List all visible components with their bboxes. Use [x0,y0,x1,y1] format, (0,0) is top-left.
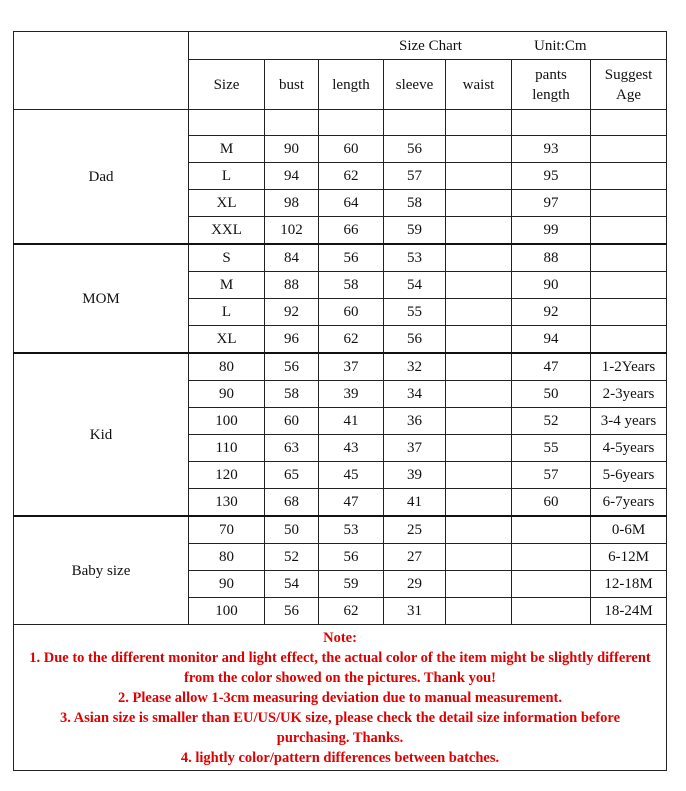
cell-sleeve: 39 [384,462,446,489]
cell-sleeve: 25 [384,516,446,544]
cell-waist [446,544,512,571]
cell-size: 90 [189,381,265,408]
cell-pants [512,544,591,571]
column-header: length [319,60,384,110]
cell-waist [446,244,512,272]
cell-age [591,326,667,354]
cell-bust: 94 [265,163,319,190]
cell-waist [446,353,512,381]
note-line: 2. Please allow 1-3cm measuring deviation due to manual measurement. [118,689,562,706]
unit-label: Unit:Cm [534,38,587,54]
cell-size: 100 [189,408,265,435]
note-line: 1. Due to the different monitor and light effect, the actual color of the item might be slightly different [29,649,651,666]
cell-length: 56 [319,244,384,272]
cell-pants: 99 [512,217,591,245]
size-chart-table [13,31,667,771]
cell-bust: 88 [265,272,319,299]
cell-bust: 68 [265,489,319,517]
cell-size: 70 [189,516,265,544]
group-label: Dad [14,110,189,245]
cell-sleeve: 58 [384,190,446,217]
cell-size: 110 [189,435,265,462]
cell-sleeve: 41 [384,489,446,517]
cell-length: 43 [319,435,384,462]
cell-length: 60 [319,299,384,326]
cell-waist [446,408,512,435]
cell-size: 90 [189,571,265,598]
cell-bust: 56 [265,353,319,381]
cell-sleeve: 55 [384,299,446,326]
note-heading: Note: [323,629,357,646]
cell-size: L [189,163,265,190]
cell-pants: 52 [512,408,591,435]
cell-length: 41 [319,408,384,435]
cell-age: 0-6M [591,516,667,544]
cell-pants: 55 [512,435,591,462]
cell-size: M [189,272,265,299]
cell-sleeve: 37 [384,435,446,462]
cell-sleeve: 53 [384,244,446,272]
cell-size: XXL [189,217,265,245]
table-row [14,516,667,544]
cell-age: 6-7years [591,489,667,517]
cell-age: 2-3years [591,381,667,408]
cell-length: 59 [319,571,384,598]
cell-size: 130 [189,489,265,517]
group-label: Baby size [14,516,189,625]
cell-length: 56 [319,544,384,571]
column-header: Suggest Age [591,60,667,110]
cell-pants: 47 [512,353,591,381]
note-line: from the color showed on the pictures. Thank you! [184,669,496,686]
cell-waist [446,462,512,489]
corner-cell [14,32,189,110]
note-line: purchasing. Thanks. [276,729,404,746]
cell-length: 53 [319,516,384,544]
blank-cell [446,110,512,136]
cell-size: XL [189,190,265,217]
cell-sleeve: 57 [384,163,446,190]
cell-bust: 50 [265,516,319,544]
cell-bust: 92 [265,299,319,326]
cell-bust: 96 [265,326,319,354]
cell-waist [446,571,512,598]
cell-pants: 95 [512,163,591,190]
cell-waist [446,136,512,163]
cell-bust: 54 [265,571,319,598]
cell-bust: 90 [265,136,319,163]
cell-waist [446,381,512,408]
cell-length: 62 [319,326,384,354]
column-header: waist [446,60,512,110]
group-label: MOM [14,244,189,353]
cell-bust: 98 [265,190,319,217]
cell-size: XL [189,326,265,354]
cell-age: 12-18M [591,571,667,598]
cell-sleeve: 34 [384,381,446,408]
column-header: sleeve [384,60,446,110]
cell-size: L [189,299,265,326]
column-header: Size [189,60,265,110]
notes-box [14,625,667,771]
blank-cell [189,110,265,136]
group-label: Kid [14,353,189,516]
cell-length: 66 [319,217,384,245]
cell-length: 37 [319,353,384,381]
cell-pants: 60 [512,489,591,517]
cell-bust: 63 [265,435,319,462]
cell-waist [446,272,512,299]
cell-waist [446,326,512,354]
blank-cell [384,110,446,136]
cell-age [591,244,667,272]
cell-size: M [189,136,265,163]
table-row [14,353,667,381]
cell-length: 45 [319,462,384,489]
column-header: bust [265,60,319,110]
cell-pants [512,571,591,598]
cell-waist [446,516,512,544]
cell-sleeve: 59 [384,217,446,245]
cell-age: 4-5years [591,435,667,462]
note-line: 3. Asian size is smaller than EU/US/UK size, please check the detail size information before [59,709,621,726]
cell-bust: 84 [265,244,319,272]
cell-waist [446,598,512,625]
cell-length: 62 [319,598,384,625]
cell-age: 3-4 years [591,408,667,435]
cell-waist [446,489,512,517]
cell-pants: 94 [512,326,591,354]
cell-pants: 57 [512,462,591,489]
cell-size: 80 [189,544,265,571]
cell-pants: 92 [512,299,591,326]
cell-age [591,217,667,245]
cell-pants: 50 [512,381,591,408]
cell-sleeve: 31 [384,598,446,625]
cell-sleeve: 54 [384,272,446,299]
column-header: pants length [512,60,591,110]
cell-length: 58 [319,272,384,299]
cell-age: 1-2Years [591,353,667,381]
cell-waist [446,190,512,217]
cell-pants: 97 [512,190,591,217]
cell-bust: 52 [265,544,319,571]
cell-sleeve: 29 [384,571,446,598]
cell-age [591,299,667,326]
blank-cell [591,110,667,136]
cell-age [591,163,667,190]
cell-size: 120 [189,462,265,489]
cell-age: 6-12M [591,544,667,571]
cell-length: 60 [319,136,384,163]
blank-cell [265,110,319,136]
title-cell [189,32,667,60]
cell-age: 18-24M [591,598,667,625]
cell-bust: 65 [265,462,319,489]
note-line: 4. lightly color/pattern differences between batches. [180,749,500,766]
cell-length: 47 [319,489,384,517]
cell-bust: 58 [265,381,319,408]
blank-cell [319,110,384,136]
cell-sleeve: 32 [384,353,446,381]
cell-pants: 88 [512,244,591,272]
cell-sleeve: 27 [384,544,446,571]
cell-pants [512,516,591,544]
cell-bust: 56 [265,598,319,625]
cell-length: 64 [319,190,384,217]
cell-age [591,272,667,299]
cell-waist [446,435,512,462]
cell-length: 62 [319,163,384,190]
cell-bust: 60 [265,408,319,435]
cell-pants: 93 [512,136,591,163]
chart-title: Size Chart [399,38,462,54]
size-chart [13,31,666,765]
cell-age [591,190,667,217]
cell-size: S [189,244,265,272]
cell-pants: 90 [512,272,591,299]
cell-bust: 102 [265,217,319,245]
cell-waist [446,217,512,245]
table-row [14,244,667,272]
cell-sleeve: 36 [384,408,446,435]
cell-pants [512,598,591,625]
cell-size: 80 [189,353,265,381]
cell-waist [446,163,512,190]
cell-age: 5-6years [591,462,667,489]
cell-waist [446,299,512,326]
cell-size: 100 [189,598,265,625]
cell-sleeve: 56 [384,326,446,354]
cell-sleeve: 56 [384,136,446,163]
blank-cell [512,110,591,136]
cell-length: 39 [319,381,384,408]
cell-age [591,136,667,163]
